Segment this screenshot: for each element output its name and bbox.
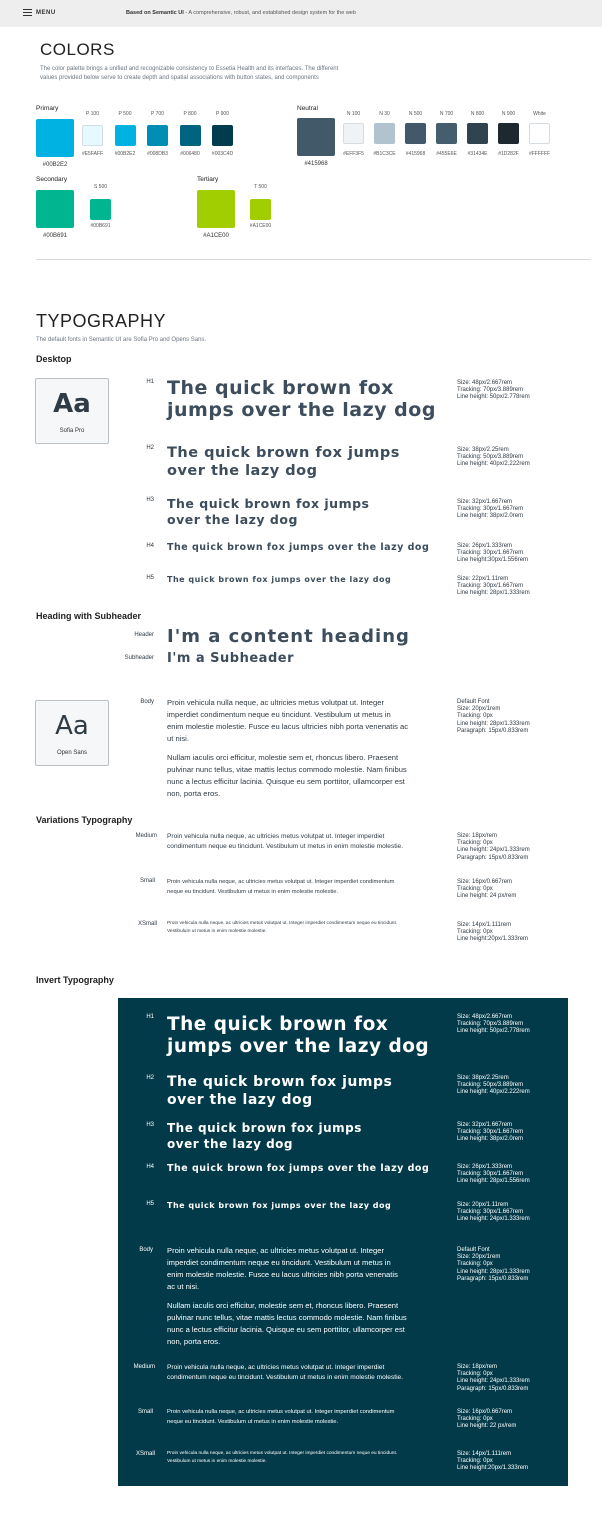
inv-h3-spec: Size: 32px/1.667rem Tracking: 30px/1.667rem Line height: 38px/2.0rem (457, 1122, 524, 1143)
h3-spec: Size: 32px/1.667rem Tracking: 30px/1.667rem Line height: 38px/2.0rem (457, 499, 524, 520)
neutral-swatch-name: White (533, 111, 546, 117)
secondary-swatch-name: S 500 (93, 184, 108, 190)
neutral-main-swatch (297, 118, 335, 156)
neutral-swatch (436, 123, 457, 144)
primary-swatch (82, 125, 103, 146)
primary-swatch-hex: #003C4D (211, 151, 234, 157)
primary-swatch (147, 125, 168, 146)
header-label: Header (134, 632, 154, 638)
tertiary-swatch (250, 199, 271, 220)
inv-small-label: Small (137, 1409, 153, 1415)
tertiary-swatch-name: T 500 (254, 184, 267, 190)
inv-body-paragraph-2: Nullam iaculis orci efficitur, molestie sem et, rhoncus libero. Praesent pulvinar nunc tellus, vitae mattis lectus commodo molestie. Nam finibus nunc a lectus efficitur lacinia. Quisque eu sem porttitor, ullamcorper est non, porta eros. (167, 1301, 407, 1346)
inv-xsmall-text: Proin vehicula nulla neque, ac ultricies metus volutpat ut. Integer imperdiet condimentum neque eu tincidunt. Vestibulum ut metus in enim molestie molestie. (167, 1451, 398, 1464)
variations-label: Variations Typography (36, 815, 133, 825)
neutral-swatch (498, 123, 519, 144)
colors-description: The color palette brings a unified and recognizable consistency to Essetia Health and its interfaces. The different values provided below serve to create depth and spatial associations with button states, and components (40, 66, 339, 81)
h5-label: H5 (146, 575, 154, 581)
hamburger-icon (23, 9, 32, 16)
h1-sample: The quick brown fox jumps over the lazy dog (167, 377, 436, 421)
h4-sample: The quick brown fox jumps over the lazy dog (167, 542, 430, 553)
h5-sample: The quick brown fox jumps over the lazy dog (167, 575, 392, 584)
colors-title: COLORS (40, 40, 115, 59)
neutral-swatch-name: N 900 (501, 111, 516, 117)
top-bar (0, 0, 602, 27)
medium-text: Proin vehicula nulla neque, ac ultricies metus volutpat ut. Integer imperdiet condimentum neque eu tincidunt. Vestibulum ut metus in enim molestie molestie. (167, 833, 404, 850)
neutral-swatch-hex: #FFFFFF (528, 151, 551, 157)
inv-h5-spec: Size: 20px/1.11rem Tracking: 30px/1.667rem Line height: 24px/1.333rem (457, 1202, 530, 1223)
neutral-swatch-hex: #455E6E (436, 151, 457, 157)
inv-h4-sample: The quick brown fox jumps over the lazy dog (167, 1163, 430, 1174)
body-spec: Default Font Size: 20px/1rem Tracking: 0px Line height: 28px/1.333rem Paragraph: 15px/0.833rem (457, 699, 530, 734)
heading-subheader-label: Heading with Subheader (36, 611, 142, 621)
neutral-swatch-hex: #B1C3CE (373, 151, 396, 157)
inv-body-spec: Default Font Size: 20px/1rem Tracking: 0px Line height: 28px/1.333rem Paragraph: 15px/0.833rem (457, 1247, 530, 1282)
h4-label: H4 (146, 543, 154, 549)
secondary-main-hex: #00B691 (42, 233, 68, 239)
inv-small-spec: Size: 16px/0.667rem Tracking: 0px Line height: 22 px/rem (457, 1409, 517, 1430)
tagline-rest: - A comprehensive, robust, and established design system for the web (183, 10, 356, 16)
neutral-swatch-name: N 700 (439, 111, 454, 117)
inv-medium-spec: Size: 18px/rem Tracking: 0px Line height: 24px/1.333rem Paragraph: 15px/0.833rem (457, 1364, 530, 1392)
neutral-main-hex: #415968 (304, 161, 328, 167)
primary-swatch (212, 125, 233, 146)
inv-body-paragraph-1: Proin vehicula nulla neque, ac ultricies metus volutpat ut. Integer imperdiet condimentum neque eu tincidunt. Vestibulum ut metus in enim molestie molestie. Fusce eu lacus ultricies nibh porta venenatis ac ut nisi. (167, 1246, 398, 1291)
section-divider (36, 259, 591, 260)
neutral-swatch-name: N 30 (379, 111, 390, 117)
inv-h2-label: H2 (146, 1075, 154, 1081)
small-label: Small (139, 878, 155, 884)
h1-spec: Size: 48px/2.667rem Tracking: 70px/3.889rem Line height: 50px/2.778rem (457, 380, 530, 401)
secondary-label: Secondary (36, 176, 68, 183)
content-heading: I'm a content heading (167, 626, 410, 647)
inv-body-label: Body (139, 1247, 153, 1253)
neutral-label: Neutral (297, 105, 318, 112)
inv-medium-label: Medium (133, 1364, 155, 1370)
body-paragraph-2: Nullam iaculis orci efficitur, molestie sem et, rhoncus libero. Praesent pulvinar nunc tellus, vitae mattis lectus commodo molestie. Nam finibus nunc a lectus efficitur lacinia. Quisque eu sem porttitor, ullamcorper est non, porta eros. (167, 753, 407, 798)
xsmall-label: XSmall (137, 921, 157, 927)
medium-label: Medium (135, 833, 157, 839)
inv-h4-label: H4 (146, 1164, 154, 1170)
neutral-swatch-name: N 800 (470, 111, 485, 117)
secondary-swatch-hex: #00B691 (90, 223, 111, 229)
subheader-label: Subheader (124, 655, 154, 661)
inv-h4-spec: Size: 26px/1.333rem Tracking: 30px/1.667rem Line height: 28px/1.556rem (457, 1164, 530, 1185)
menu-label: MENU (36, 9, 56, 16)
neutral-swatch-hex: #EFF3F5 (343, 151, 364, 157)
tertiary-main-hex: #A1CE00 (203, 233, 229, 239)
inv-h5-sample: The quick brown fox jumps over the lazy dog (167, 1201, 392, 1210)
invert-panel (118, 998, 568, 1486)
inv-xsmall-spec: Size: 14px/1.111rem Tracking: 0px Line height:20px/1.333rem (457, 1451, 529, 1472)
primary-swatch-name: P 100 (86, 111, 99, 117)
inv-h1-sample: The quick brown fox jumps over the lazy dog (167, 1014, 430, 1057)
body-label: Body (140, 699, 154, 705)
primary-swatch-name: P 500 (118, 111, 132, 117)
primary-swatch (180, 125, 201, 146)
typography-title: TYPOGRAPHY (36, 311, 167, 331)
secondary-main-swatch (36, 190, 74, 228)
inv-h1-label: H1 (146, 1014, 154, 1020)
inv-h2-spec: Size: 38px/2.25rem Tracking: 50px/3.889rem Line height: 40px/2.222rem (457, 1075, 530, 1096)
inv-medium-text: Proin vehicula nulla neque, ac ultricies metus volutpat ut. Integer imperdiet condimentum neque eu tincidunt. Vestibulum ut metus in enim molestie molestie. (167, 1364, 404, 1381)
tertiary-swatch-hex: #A1CE00 (249, 223, 272, 229)
primary-swatch-hex: #E5FAFF (81, 151, 104, 157)
sofia-pro-card (35, 378, 109, 444)
neutral-swatch-hex: #415968 (405, 151, 426, 157)
primary-label: Primary (36, 105, 59, 112)
primary-main-swatch (36, 119, 74, 157)
secondary-swatch (90, 199, 111, 220)
medium-spec: Size: 18px/rem Tracking: 0px Line height: 24px/1.333rem Paragraph: 15px/0.833rem (457, 833, 530, 861)
xsmall-spec: Size: 14px/1.111rem Tracking: 0px Line height:20px/1.333rem (457, 922, 529, 943)
tertiary-label: Tertiary (197, 176, 219, 183)
content-subheader: I'm a Subheader (167, 651, 294, 666)
inv-h3-sample: The quick brown fox jumps over the lazy dog (167, 1121, 362, 1151)
h4-spec: Size: 26px/1.333rem Tracking: 30px/1.667rem Line height:30px/1.556rem (457, 543, 529, 564)
tertiary-main-swatch (197, 190, 235, 228)
inv-h1-spec: Size: 48px/2.667rem Tracking: 70px/3.889rem Line height: 50px/2.778rem (457, 1014, 530, 1035)
small-text: Proin vehicula nulla neque, ac ultricies metus volutpat ut. Integer imperdiet condimentum neque eu tincidunt. Vestibulum ut metus in enim molestie molestie. (167, 879, 395, 895)
neutral-swatch (405, 123, 426, 144)
open-sans-card (35, 700, 109, 766)
tagline-bold: Based on Semantic UI (126, 10, 184, 16)
neutral-swatch (467, 123, 488, 144)
typography-description: The default fonts in Semantic UI are Sofia Pro and Opens Sans. (36, 337, 207, 343)
inv-small-text: Proin vehicula nulla neque, ac ultricies metus volutpat ut. Integer imperdiet condimentum neque eu tincidunt. Vestibulum ut metus in enim molestie molestie. (167, 1409, 395, 1425)
inv-h3-label: H3 (146, 1122, 154, 1128)
menu-button[interactable] (23, 9, 56, 16)
inv-h2-sample: The quick brown fox jumps over the lazy dog (167, 1074, 393, 1108)
neutral-swatch-hex: #31434E (467, 151, 488, 157)
primary-swatch-name: P 900 (216, 111, 229, 117)
neutral-swatch-name: N 500 (408, 111, 423, 117)
neutral-swatch-name: N 100 (346, 111, 361, 117)
primary-swatch-name: P 700 (151, 111, 164, 117)
body-paragraph-1: Proin vehicula nulla neque, ac ultricies metus volutpat ut. Integer imperdiet condimentum neque eu tincidunt. Vestibulum ut metus in enim molestie molestie. Fusce eu lacus ultricies nibh porta venenatis ac ut nisi. (167, 698, 409, 743)
h3-label: H3 (146, 497, 154, 503)
xsmall-text: Proin vehicula nulla neque, ac ultricies metus volutpat ut. Integer imperdiet condimentum neque eu tincidunt. Vestibulum ut metus in enim molestie molestie. (167, 921, 398, 934)
primary-swatch-name: P 800 (183, 111, 197, 117)
neutral-swatch (343, 123, 364, 144)
sofia-name: Sofia Pro (59, 428, 85, 434)
opensans-name: Open Sans (56, 750, 88, 756)
neutral-swatch (374, 123, 395, 144)
neutral-swatch (529, 123, 550, 144)
h3-sample: The quick brown fox jumps over the lazy dog (167, 496, 370, 527)
tagline (126, 10, 356, 16)
primary-swatch (115, 125, 136, 146)
inv-h5-label: H5 (146, 1201, 154, 1207)
h1-label: H1 (146, 379, 154, 385)
h5-spec: Size: 22px/1.11rem Tracking: 30px/1.667rem Line height: 28px/1.333rem (457, 576, 530, 597)
opensans-glyph: Aa (55, 711, 89, 741)
small-spec: Size: 16px/0.667rem Tracking: 0px Line height: 24 px/rem (457, 879, 517, 900)
primary-swatch-hex: #00B2E2 (114, 151, 136, 157)
h2-sample: The quick brown fox jumps over the lazy dog (167, 445, 400, 479)
neutral-swatch-hex: #1D282F (498, 151, 519, 157)
sofia-glyph: Aa (53, 389, 91, 419)
h2-spec: Size: 38px/2.25rem Tracking: 50px/3.889rem Line height: 40px/2.222rem (457, 447, 530, 468)
primary-main-hex: #00B2E2 (42, 162, 68, 168)
desktop-label: Desktop (36, 354, 72, 364)
invert-label: Invert Typography (36, 975, 114, 985)
primary-swatch-hex: #008DB3 (147, 151, 168, 157)
h2-label: H2 (146, 445, 154, 451)
primary-swatch-hex: #006480 (180, 151, 200, 157)
inv-xsmall-label: XSmall (135, 1451, 155, 1457)
